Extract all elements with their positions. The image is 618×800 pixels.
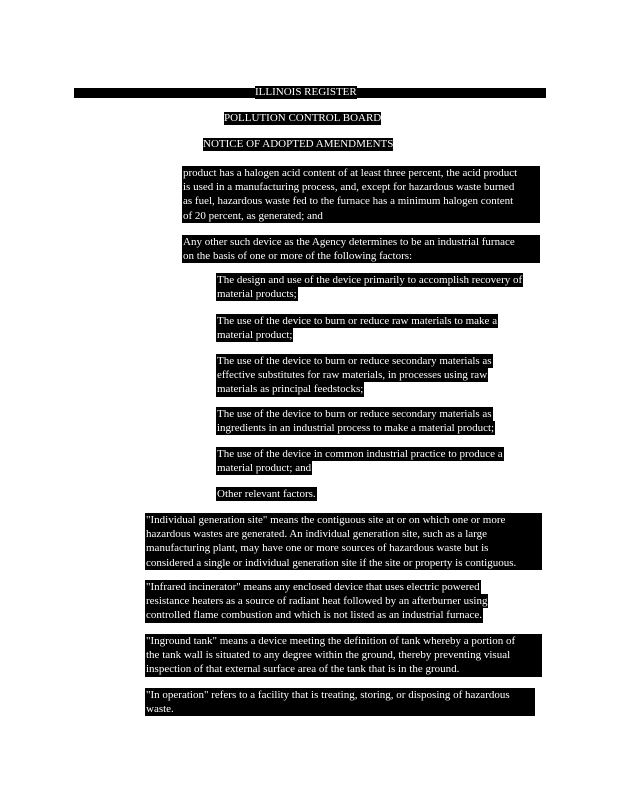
text-line: Any other such device as the Agency determines to be an industrial furnace xyxy=(182,235,540,249)
text-line: "Inground tank" means a device meeting the definition of tank whereby a portion of xyxy=(145,634,542,648)
paragraph-halogen xyxy=(182,166,540,223)
text-line: the tank wall is situated to any degree within the ground, thereby preventing visual xyxy=(145,648,542,662)
factor-raw-materials xyxy=(216,314,498,342)
text-line: as fuel, hazardous waste fed to the furnace has a minimum halogen content xyxy=(182,194,540,208)
text-line: "Individual generation site" means the contiguous site at or on which one or more xyxy=(145,513,542,527)
agency-title: POLLUTION CONTROL BOARD xyxy=(224,112,382,124)
definition-in-operation xyxy=(145,688,535,716)
text-line: on the basis of one or more of the following factors: xyxy=(182,249,540,263)
text-line: ingredients in an industrial process to make a material product; xyxy=(217,422,495,435)
text-line: Other relevant factors. xyxy=(217,488,316,500)
notice-title: NOTICE OF ADOPTED AMENDMENTS xyxy=(203,138,394,150)
text-line: effective substitutes for raw materials, in processes using raw xyxy=(217,369,488,382)
text-line: "In operation" refers to a facility that is treating, storing, or disposing of hazardous xyxy=(145,688,535,702)
text-line: The use of the device in common industrial practice to produce a xyxy=(217,448,503,460)
text-line: The design and use of the device primarily to accomplish recovery of xyxy=(217,274,523,286)
text-line: The use of the device to burn or reduce secondary materials as xyxy=(217,355,492,367)
text-line: The use of the device to burn or reduce raw materials to make a xyxy=(217,315,498,327)
text-line: materials as principal feedstocks; xyxy=(217,383,364,396)
factor-ingredients xyxy=(216,407,495,435)
text-line: inspection of that external surface area of the tank that is in the ground. xyxy=(145,662,542,676)
text-line: considered a single or individual generation site if the site or property is contiguous. xyxy=(145,556,542,570)
text-line: material product; and xyxy=(217,462,312,475)
text-line: is used in a manufacturing process, and, except for hazardous waste burned xyxy=(182,180,540,194)
factor-common-practice xyxy=(216,447,504,475)
text-line: "Infrared incinerator" means any enclosed device that uses electric powered xyxy=(146,581,480,593)
text-line: resistance heaters as a source of radiant heat followed by an afterburner using xyxy=(146,595,488,608)
text-line: waste. xyxy=(145,702,535,716)
text-line: material product; xyxy=(217,329,293,342)
factor-other xyxy=(216,487,317,501)
definition-inground-tank xyxy=(145,634,542,677)
text-line: controlled flame combustion and which is not listed as an industrial furnace. xyxy=(146,609,483,622)
text-line: The use of the device to burn or reduce secondary materials as xyxy=(217,408,492,420)
register-title: ILLINOIS REGISTER xyxy=(255,86,357,98)
text-line: product has a halogen acid content of at least three percent, the acid product xyxy=(182,166,540,180)
definition-infrared-incinerator xyxy=(145,580,488,623)
factor-substitutes xyxy=(216,354,493,397)
definition-individual-generation-site xyxy=(145,513,542,570)
factor-design-use xyxy=(216,273,523,301)
paragraph-agency-determines xyxy=(182,235,540,263)
text-line: material products; xyxy=(217,288,297,301)
text-line: manufacturing plant, may have one or more sources of hazardous waste but is xyxy=(145,541,542,555)
text-line: hazardous wastes are generated. An individual generation site, such as a large xyxy=(145,527,542,541)
text-line: of 20 percent, as generated; and xyxy=(182,209,540,223)
